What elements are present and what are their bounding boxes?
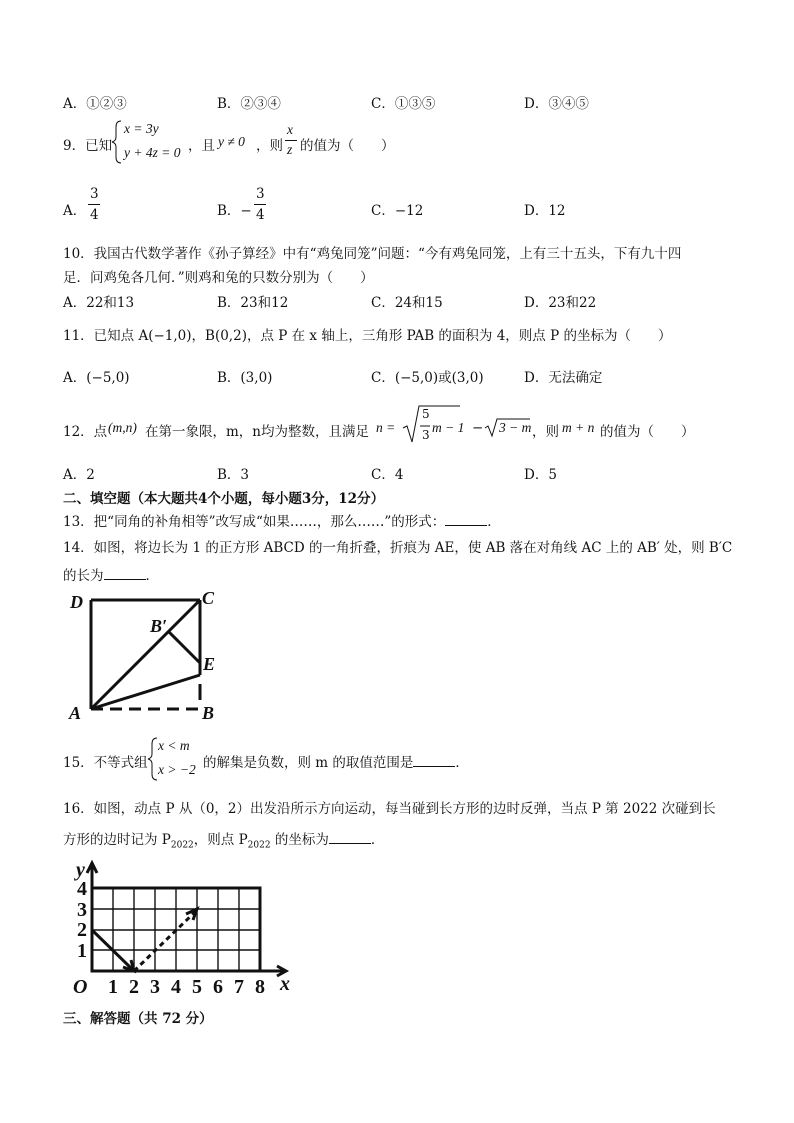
q16-line2-c: 的坐标为 xyxy=(270,832,329,848)
q15-prefix: 15．不等式组 xyxy=(63,755,148,771)
q11-option-a: A．(−5,0) xyxy=(63,370,130,386)
q16-path-segment-2 xyxy=(134,912,195,971)
q12-option-b: B．3 xyxy=(217,467,250,483)
q16-x-tick-3: 3 xyxy=(150,976,160,998)
q12-stem-a: 12．点 xyxy=(63,424,108,440)
q14-line2-b: ． xyxy=(145,568,159,584)
q15-suffix-a: 的解集是负数，则 m 的取值范围是 xyxy=(203,755,414,771)
q11-option-d: D．无法确定 xyxy=(524,370,603,386)
q10-option-b: B．23和12 xyxy=(217,295,289,311)
q14-label-e: E xyxy=(203,654,216,674)
q12-option-d: D．5 xyxy=(524,467,557,483)
q16-origin-label: O xyxy=(73,976,88,998)
q12-rad-num: 5 xyxy=(422,407,430,421)
q16-x-tick-4: 4 xyxy=(171,976,181,998)
q9-eq2: y + 4z = 0 xyxy=(124,145,181,160)
q14-label-b1: B′ xyxy=(150,616,168,636)
q12-stem-b: 在第一象限，m，n均为整数，且满足 xyxy=(145,424,369,440)
q16-line2-a: 方形的边时记为 P xyxy=(63,832,171,848)
q10-option-c: C．24和15 xyxy=(371,295,443,311)
q10-option-d: D．23和22 xyxy=(524,295,597,311)
q14-line2 xyxy=(63,564,159,584)
q12-rad2: 3 − m xyxy=(499,420,532,435)
q12-option-a: A．2 xyxy=(63,467,95,483)
q10-line1: 10．我国古代数学著作《孙子算经》中有“鸡兔同笼”问题：“今有鸡兔同笼，上有三十五头，下有九十四 xyxy=(63,246,682,262)
q12-point: (m,n) xyxy=(108,420,137,435)
q16-blank xyxy=(329,831,371,844)
q9-prefix: 9．已知 xyxy=(63,138,113,154)
q11-option-c: C．(−5,0)或(3,0) xyxy=(371,370,484,386)
q15-blank xyxy=(413,754,455,767)
q14-segment-b1e xyxy=(168,631,200,663)
q16-x-tick-7: 7 xyxy=(234,976,244,998)
q14-label-d: D xyxy=(70,592,83,612)
q9-option-a-num: 3 xyxy=(90,186,99,202)
q16-x-tick-1: 1 xyxy=(108,976,118,998)
q16-sub1: 2022 xyxy=(170,840,194,851)
q12-option-c: C．4 xyxy=(371,467,404,483)
q8-option-a: A．①②③ xyxy=(63,96,127,112)
q9-eq1: x = 3y xyxy=(124,121,159,136)
q14-line1: 14．如图，将边长为 1 的正方形 ABCD 的一角折叠，折痕为 AE，使 AB 落在对角线 AC 上的 AB′ 处，则 B′C xyxy=(63,540,733,556)
q16-x-tick-8: 8 xyxy=(255,976,265,998)
q9-brace xyxy=(111,119,123,165)
q16-line2-b: ，则点 P xyxy=(193,832,248,848)
q9-option-b-bar xyxy=(254,204,266,205)
q12-stem-c: ，则 xyxy=(532,424,559,440)
q14-line2-a: 的长为 xyxy=(63,568,104,584)
q9-option-b-label: B．− xyxy=(217,203,252,219)
q10-line2: 足．问鸡兔各几何．”则鸡和兔的只数分别为（ ） xyxy=(63,270,374,286)
q14-label-c: C xyxy=(202,588,215,608)
q14-label-a: A xyxy=(69,703,82,723)
q8-option-d: D．③④⑤ xyxy=(524,96,589,112)
q8-option-c: C．①③⑤ xyxy=(371,96,436,112)
q16-y-tick-1: 1 xyxy=(77,940,87,962)
q9-option-d: D．12 xyxy=(524,203,566,219)
q9-option-c: C．−12 xyxy=(371,203,424,219)
q14-figure xyxy=(62,588,230,728)
q12-rad1-tail: m − 1 xyxy=(432,420,465,435)
q13-text xyxy=(63,510,501,530)
q8-option-b: B．②③④ xyxy=(217,96,281,112)
q15-ineq1: x < m xyxy=(158,738,190,753)
q13-text-b: ． xyxy=(487,514,501,530)
q16-sub2: 2022 xyxy=(247,840,271,851)
q9-mid2: ，则 xyxy=(256,138,283,154)
q16-axis-x-label: x xyxy=(280,973,290,995)
q15-ineq2: x > −2 xyxy=(158,762,196,777)
q14-blank xyxy=(104,567,146,580)
q16-figure xyxy=(62,852,292,998)
section-solution-heading: 三、解答题（共 72 分） xyxy=(63,1011,213,1027)
q12-rad-den: 3 xyxy=(422,428,430,442)
q13-blank xyxy=(445,513,487,526)
q16-line1: 16．如图，动点 P 从（0，2）出发沿所示方向运动，每当碰到长方形的边时反弹，当点 P 第 2022 次碰到长 xyxy=(63,801,716,817)
q11-stem: 11．已知点 A(−1,0)，B(0,2)，点 P 在 x 轴上，三角形 PAB 的面积为 4，则点 P 的坐标为（ ） xyxy=(63,328,672,344)
q12-minus: − xyxy=(472,420,484,436)
q9-mid: ，且 xyxy=(188,138,215,154)
q16-axis-y-label: y xyxy=(76,859,85,881)
q16-x-tick-2: 2 xyxy=(129,976,139,998)
q9-option-a-label: A． xyxy=(63,203,87,219)
q9-option-b-den: 4 xyxy=(256,207,265,223)
q16-y-tick-2: 2 xyxy=(77,919,87,941)
q9-option-a-den: 4 xyxy=(90,207,99,223)
q9-suffix: 的值为（ ） xyxy=(300,138,395,154)
q15-suffix-b: ． xyxy=(455,755,469,771)
q12-n-eq: n = xyxy=(376,420,396,435)
q9-option-a-bar xyxy=(88,204,100,205)
q16-x-tick-5: 5 xyxy=(192,976,202,998)
q15-suffix xyxy=(203,751,469,771)
q9-frac-den: z xyxy=(287,142,293,157)
q13-text-a: 13．把“同角的补角相等”改写成“如果……，那么……”的形式： xyxy=(63,514,446,530)
q12-stem-d: 的值为（ ） xyxy=(600,424,695,440)
q16-line2-d: ． xyxy=(370,832,385,848)
q16-line2 xyxy=(63,828,384,851)
q12-expr: m + n xyxy=(562,420,595,435)
q11-option-b: B．(3,0) xyxy=(217,370,273,386)
q14-label-b: B xyxy=(202,703,215,723)
q16-y-tick-3: 3 xyxy=(77,899,87,921)
q16-y-tick-4: 4 xyxy=(77,878,87,900)
q9-frac-num: x xyxy=(287,122,293,137)
q9-cond: y ≠ 0 xyxy=(218,134,245,149)
q9-option-b-num: 3 xyxy=(256,186,265,202)
q10-option-a: A．22和13 xyxy=(63,295,135,311)
section-fill-in-heading: 二、填空题（本大题共4个小题，每小题3分，12分） xyxy=(63,491,385,507)
q9-frac-bar xyxy=(285,140,297,141)
q16-x-tick-6: 6 xyxy=(213,976,223,998)
